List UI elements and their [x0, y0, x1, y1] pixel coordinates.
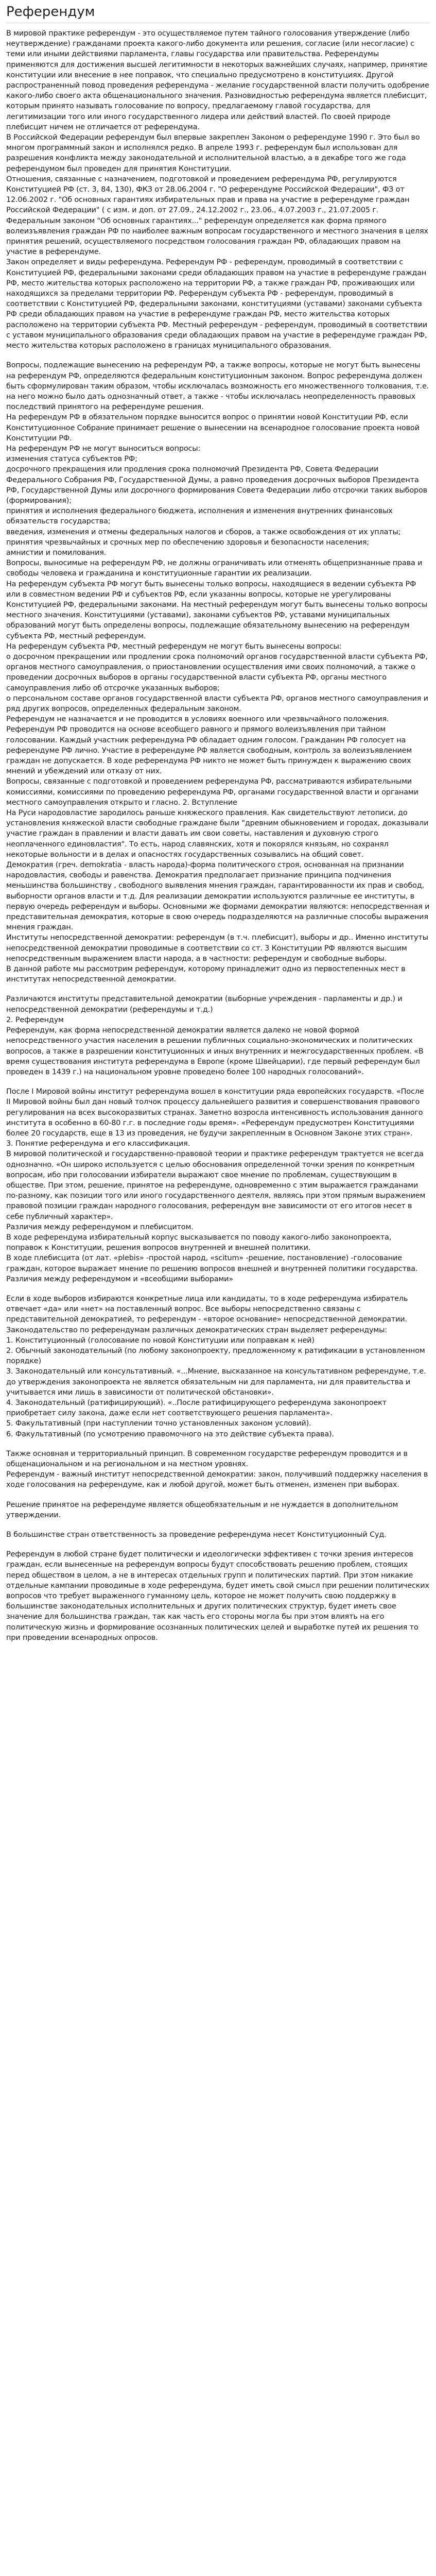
page-title: Референдум [6, 4, 430, 23]
paragraph: Вопросы, подлежащие вынесению на референдум РФ, а также вопросы, которые не могут быть вынесены на референдум РФ, определяются федеральным конституционным законом. Вопрос референдума должен быть сформулирован таким образом, чтобы исключалась возможность его множественного толкования, т.е. на него можно было дать однозначный ответ, а также - чтобы исключалась неопределенность правовых последствий принятого на референдуме решения. На референдум РФ в обязательном порядке выносится вопрос о принятии новой Конституции РФ, если Конституционное Собрание принимает решение о вынесении на всенародное голосование проекта новой Конституции РФ. На референдум РФ не могут выноситься вопросы: изменения статуса субъектов РФ; досрочного прекращения или продления срока полномочий Президента РФ, Совета Федерации Федерального Собрания РФ, Государственной Думы, а равно проведения досрочных выборов Президента РФ, Государственной Думы или досрочного формирования Совета Федерации либо отсрочки таких выборов (формирования); принятия и исполнения федерального бюджета, исполнения и изменения внутренних финансовых обязательств государства; введения, изменения и отмены федеральных налогов и сборов, а также освобождения от их уплаты; принятия чрезвычайных и срочных мер по обеспечению здоровья и безопасности населения; амнистии и помилования. Вопросы, выносимые на референдум РФ, не должны ограничивать или отменять общепризнанные права и свободы человека и гражданина и конституционные гарантии их реализации. На референдум субъекта РФ могут быть вынесены только вопросы, находящиеся в ведении субъекта РФ или в совместном ведении РФ и субъектов РФ, если указанны вопросы, которые не урегулированы Конституцией РФ, федеральными законами. На местный референдум могут быть вынесены только вопросы местного значения. Конституциями (уставами), законами субъектов РФ, уставами муниципальных образований могут быть определены вопросы, подлежащие обязательному вынесению на референдум субъекта РФ, местный референдум. На референдум субъекта РФ, местный референдум не могут быть вынесены вопросы: о досрочном прекращении или продлении срока полномочий органов государственной власти субъекта РФ, органов местного самоуправления, о приостановлении осуществления ими своих полномочий, а также о проведении досрочных выборов в органы государственной власти субъекта РФ, органы местного самоуправления либо об отсрочке указанных выборов; о персональном составе органов государственной власти субъекта РФ, органов местного самоуправления и ряд других вопросов, определенных федеральным законом. Референдум не назначается и не проводится в условиях военного или чрезвычайного положения. Референдум РФ проводится на основе всеобщего равного и прямого волеизъявления при тайном голосовании. Каждый участник референдума РФ обладает одним голосом. Гражданин РФ голосует на референдуме РФ лично. Участие в референдуме РФ является свободным, контроль за волеизъявлением граждан не допускается. В ходе референдума РФ никто не может быть принужден к выражению своих мнений и убеждений или отказу от них. Вопросы, связанные с подготовкой и проведением референдума РФ, рассматриваются избирательными комиссиями, комиссиями по проведению референдума РФ, органами государственной власти и органами местного самоуправления открыто и гласно. 2. Вступление На Руси народовластие зародилось раньше княжеского правления. Как свидетельствуют летописи, до установления княжеской власти свободные граждане были "древним обыкновением и городах, доказывали участие граждан в правлении и власти давать им свои советы, наставления и духовную строго неоплаченного единовластия". То есть, народ славянских, хотя и покорялся князьям, но сохранял некоторые вольности и в делах и опасностях государственных созывались на общий совет. Демократия (греч. demokratia - власть народа)-форма политического строя, основанная на признании народовластия, свободы и равенства. Демократия предполагает признание принципа подчинения меньшинства большинству , свободного выявления мнения граждан, гарантированности их прав и свобод, выборности органов власти и т.д. Для реализации демократии используются различные ее институты, в первую очередь референдум и выборы. Основными же формами демократии являются: непосредственная и представительная демократия, которые в свою очередь подразделяются на различные способы выражения мнения граждан. Институты непосредственной демократии: референдум (в т.ч. плебисцит), выборы и др.. Именно институты непосредственной демократии проводимые в соответствии со ст. 3 Конституции РФ являются высшим непосредственным выражением власти народа, а в частности: референдум и свободные выборы. В данной работе мы рассмотрим референдум, которому принадлежит одно из первостепенных мест в институтах непосредственной демократии. [6, 361, 430, 984]
paragraph: Различаются институты представительной демократии (выборные учреждения - парламенты и др.) и непосредственной демократии (референдумы и т.д.) 2. Референдум Референдум, как форма непосредственной демократии является далеко не новой формой непосредственного участия населения в решении публичных социально-экономических и политических вопросов, а также в разрешении конституционных и иных внутренних и межгосударственных проблем. «В время существования института референдума в Европе (кроме Швейцарии), где первый референдум был проведен в 1439 г.) на национальном уровне проведено более 100 народных голосований». [6, 995, 424, 1076]
paragraph: Решение принятое на референдуме является общеобязательным и не нуждается в дополнительном утверждении. [6, 1500, 398, 1519]
paragraph: После I Мировой войны институт референдума вошел в конституции ряда европейских государств. «После II Мировой войны был дан новый толчок процессу дальнейшего развития и совершенствования правового регулирования на всех высокоразвитых странах. Заметно возросла интенсивность использования данного института в особенно в 60-80 г.г. в последние годы время». «Референдум предусмотрен Конституциями более 20 государств, еще в 13 из проведения, не будучи закрепленным в Основном Законе этих стран». 3. Понятие референдума и его классификация. В мировой политической и государственно-правовой теории и практике референдум трактуется не всегда однозначно. «Он широко используется с целью обоснования определенной точки зрения по конкретным вопросам, ибо при голосовании избиратели выражают свое мнение по проблемам, существующим в обществе. При этом, решение, принятое на референдуме, одновременно с этим выражается гражданами по-разному, как позиции того или иного государственного деятеля, являясь при этом прямым выражением правовой позиции граждан народного голосования, референдум вне зависимости от его итогов несет в себе публичный характер». Различия между референдумом и плебисцитом. В ходе референдума избирательный корпус высказывается по поводу какого-либо законопроекта, поправок к Конституции, решения вопросов внутренней и внешней политики. В ходе плебисцита (от лат. «plebis» -простой народ, «scitum» -решение, постановление) -голосование граждан, которое выражает мнение по решению вопросов внешней и внутренней политики государства. Различия между референдумом и «всеобщими выборами» [6, 1088, 426, 1283]
article-body [6, 28, 430, 1643]
paragraph: Референдум в любой стране будет политически и идеологически эффективен с точки зрения интересов граждан, если вынесенные на референдум вопросы будут способствовать решению проблем, стоящих перед обществом в целом, а не в интересах отдельных групп и политических партий. При этом никакие отдельные кампании проводимые в ходе референдума, будет иметь свой смысл при решении политических вопросов что требует выраженного гуманному цель, которое не может получить свою поддержку в большинстве законодательных исполнительных и других политических структур, будет иметь свое значение для большинства граждан, так как часть его стороны могла бы при этом влиять на его политическую жизнь и формирование осознанных политических целей и выработке путей их решения то при проведении всенародных опросов. [6, 1550, 429, 1642]
paragraph: Также основная и территориальный принцип. В современном государстве референдум проводится и в общенациональном и на региональном и на местном уровнях. Референдум - важный институт непосредственной демократии: закон, получивший поддержку населения в ходе голосования на референдуме, как и любой другой, может быть отменен, изменен при выборах. [6, 1449, 428, 1489]
paragraph: В большинстве стран ответственность за проведение референдума несет Конституционный Суд. [6, 1531, 387, 1539]
paragraph: Если в ходе выборов избираются конкретные лица или кандидаты, то в ходе референдума избиратель отвечает «да» или «нет» на поставленный вопрос. Все выборы непосредственно связаны с представительной демократией, то референдум - «второе основание» непосредственной демократии. Законодательство по референдумам различных демократических стран выделяет референдумы: 1. Конституционный (голосование по новой Конституции или поправкам к ней) 2. Обычный законодательный (по любому законопроекту, предложенному к ратификации в установленном порядке) 3. Законодательный или консультативный. «...Мнение, высказанное на консультативном референдуме, т.е. до утверждения законопроекта не является обязательным ни для парламента, ни для правительства и учитывается ими лишь в зависимости от политической обстановки». 4. Законодательный (ратифицирующий). «..После ратифицирующего референдума законопроект приобретает силу закона, даже если нет соответствующего решения парламента». 5. Факультативный (при наступлении точно установленных законом условий). 6. Факультативный (по усмотрению правомочного на это действие субъекта права). [6, 1294, 426, 1438]
paragraph: В мировой практике референдум - это осуществляемое путем тайного голосования утверждение (либо неутверждение) гражданами проекта какого-либо документа или решения, согласие (или несогласие) с теми или иными действиями парламента, главы государства или правительства. Референдумы применяются для достижения высшей легитимности в некоторых важнейших случаях, например, принятие конституции или внесение в нее поправок, что специально предусмотрено в конституциях. Другой распространенный повод проведения референдума - желание государственной власти получить одобрение какого-либо своего акта общенационального значения. Разновидностью референдума является плебисцит, которым принято называть голосование по вопросу, предлагаемому главой государства, для легитимизации того или иного государственного лидера или действий властей. По своей природе плебисцит ничем не отличается от референдума. В Российской Федерации референдум был впервые закреплен Законом о референдуме 1990 г. Это был во многом программный закон и исполнялся редко. В апреле 1993 г. референдум был использован для разрешения конфликта между законодательной и исполнительной властью, а в декабре того же года референдумом был проведен для принятия Конституции. Отношения, связанные с назначением, подготовкой и проведением референдума РФ, регулируются Конституцией РФ (ст. 3, 84, 130), ФКЗ от 28.06.2004 г. "О референдуме Российской Федерации", ФЗ от 12.06.2002 г. "Об основных гарантиях избирательных прав и права на участие в референдуме граждан Российской Федерации" ( с изм. и доп. от 27.09., 24.12.2002 г., 23.06., 4.07.2003 г., 21.07.2005 г. Федеральным законом "Об основных гарантиях..." референдум определяется как форма прямого волеизъявления граждан РФ по наиболее важным вопросам государственного и местного значения в целях принятия решений, осуществляемого посредством голосования граждан РФ, обладающих правом на участие в референдуме. Закон определяет и виды референдума. Референдум РФ - референдум, проводимый в соответствии с Конституцией РФ, федеральными законами среди обладающих правом на участие в референдуме граждан РФ, место жительства которых расположено на территории РФ, а также граждан РФ, проживающих или находящихся за пределами территории РФ. Референдум субъекта РФ - референдум, проводимый в соответствии с Конституцией РФ, федеральными законами, конституциями (уставами) законами субъекта РФ среди обладающих правом на участие в референдуме граждан РФ, место жительства которых расположено на территории субъекта РФ. Местный референдум - референдум, проводимый в соответствии с уставом муниципального образования среди обладающих правом на участие в референдуме граждан РФ, место жительства которых расположено в границах муниципального образования. [6, 29, 429, 350]
